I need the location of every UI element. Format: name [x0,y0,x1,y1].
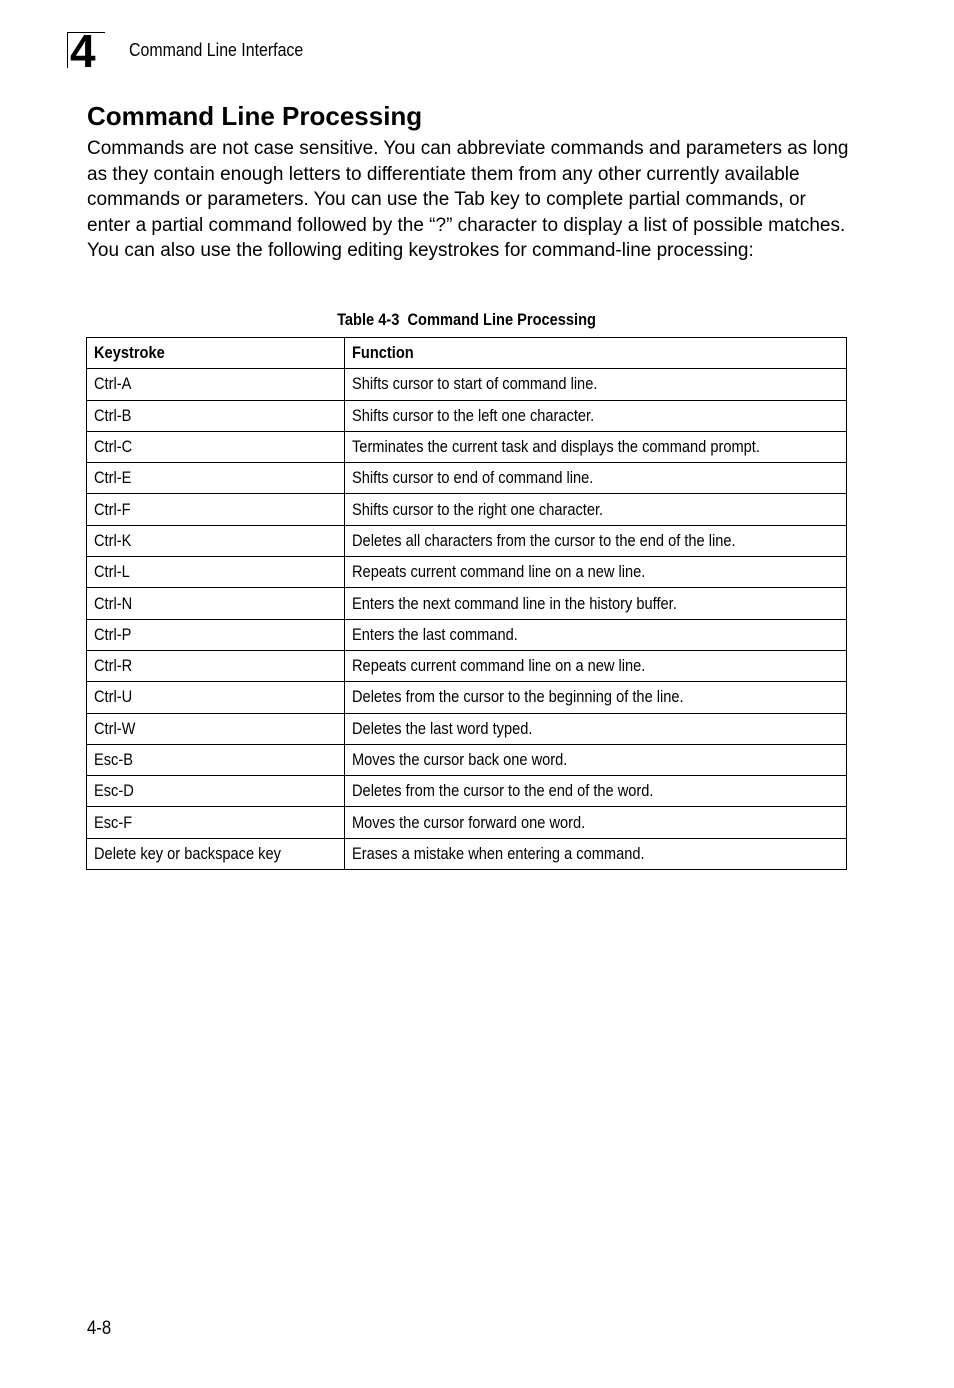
page-number: 4-8 [87,1318,112,1339]
column-header-keystroke: Keystroke [87,338,345,369]
function-cell: Deletes from the cursor to the end of the word. [345,776,847,807]
keystroke-cell: Esc-D [87,776,345,807]
keystroke-cell: Ctrl-K [87,525,345,556]
table-row [87,776,847,807]
keystroke-cell: Ctrl-L [87,557,345,588]
keystroke-cell: Esc-F [87,807,345,838]
column-header-function: Function [345,338,847,369]
function-cell: Repeats current command line on a new line. [345,557,847,588]
function-cell: Shifts cursor to end of command line. [345,463,847,494]
table-row [87,369,847,400]
chapter-marker [67,25,105,77]
keystroke-cell: Esc-B [87,744,345,775]
table-row [87,588,847,619]
keystroke-cell: Ctrl-F [87,494,345,525]
function-cell: Deletes all characters from the cursor to the end of the line. [345,525,847,556]
keystroke-cell: Ctrl-E [87,463,345,494]
table-row [87,619,847,650]
keystroke-cell: Ctrl-N [87,588,345,619]
function-cell: Shifts cursor to start of command line. [345,369,847,400]
keystroke-cell: Delete key or backspace key [87,838,345,869]
table-caption-text: Table 4-3 Command Line Processing [337,310,596,329]
section-title: Command Line Processing [87,101,423,131]
running-header-title: Command Line Interface [129,39,304,60]
function-cell: Erases a mistake when entering a command. [345,838,847,869]
function-cell: Deletes from the cursor to the beginning of the line. [345,682,847,713]
table-body [87,369,847,870]
table-row [87,525,847,556]
function-cell: Moves the cursor forward one word. [345,807,847,838]
table-row [87,807,847,838]
function-cell: Enters the next command line in the history buffer. [345,588,847,619]
table-row [87,650,847,681]
command-line-processing-table [86,337,847,870]
keystroke-cell: Ctrl-W [87,713,345,744]
table-header-row [87,338,847,369]
table-row [87,494,847,525]
keystroke-cell: Ctrl-C [87,431,345,462]
intro-paragraph: Commands are not case sensitive. You can abbreviate commands and parameters as long as they contain enough letters to differentiate them from any other currently available commands or parameters. You can use the Tab key to complete partial commands, or enter a partial command followed by the “?” character to display a list of possible matches. You can also use the following editing keystrokes for command-line processing: [87,138,849,261]
keystroke-cell: Ctrl-P [87,619,345,650]
function-cell: Enters the last command. [345,619,847,650]
keystroke-cell: Ctrl-B [87,400,345,431]
chapter-number: 4 [70,25,96,77]
table-row [87,713,847,744]
table-row [87,682,847,713]
table-row [87,838,847,869]
keystroke-cell: Ctrl-U [87,682,345,713]
table-row [87,557,847,588]
chapter-marker-rule-vertical [67,32,68,68]
function-cell: Repeats current command line on a new line. [345,650,847,681]
table-row [87,431,847,462]
function-cell: Moves the cursor back one word. [345,744,847,775]
function-cell: Shifts cursor to the left one character. [345,400,847,431]
keystroke-cell: Ctrl-A [87,369,345,400]
table-caption [87,309,846,331]
table-row [87,400,847,431]
table-row [87,744,847,775]
keystroke-cell: Ctrl-R [87,650,345,681]
function-cell: Terminates the current task and displays the command prompt. [345,431,847,462]
function-cell: Deletes the last word typed. [345,713,847,744]
table-row [87,463,847,494]
function-cell: Shifts cursor to the right one character. [345,494,847,525]
